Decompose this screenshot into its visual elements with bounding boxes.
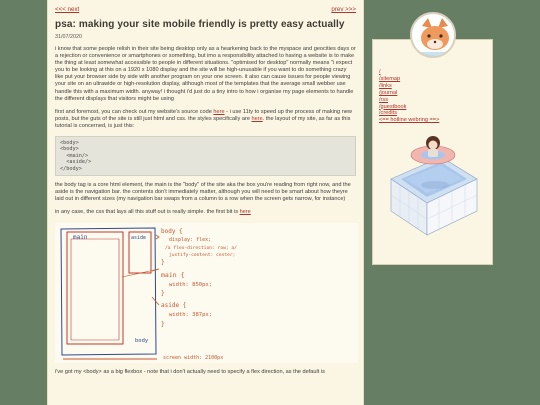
sketch-note-2: display: flex; xyxy=(169,237,212,244)
styles-link[interactable]: here xyxy=(251,115,263,122)
post-paragraph-4 xyxy=(55,209,356,216)
fox-eye-left xyxy=(427,34,430,37)
girl-face xyxy=(429,141,438,150)
sketch-note-12: screen width: 2100px xyxy=(163,355,224,362)
code-block: <body> <body> <main/> <aside/> </body> xyxy=(55,136,356,176)
sidebar xyxy=(372,39,493,265)
sketch-main-inner-box xyxy=(71,239,119,340)
sketch-main-box xyxy=(67,232,123,344)
sketch-note-6: main { xyxy=(161,271,185,280)
paragraph-text: first and foremost, you can check out my website's source code xyxy=(55,108,214,115)
post-paragraph-5: i've got my <body> as a big flexbox - note that i don't actually need to specify a flex direction, as the default is xyxy=(55,369,325,376)
css-link[interactable]: here xyxy=(239,209,251,216)
hotline-webring-link[interactable]: <== hotline webring ==> xyxy=(379,117,440,124)
sidebar-item-journal[interactable]: /journal xyxy=(379,89,398,96)
paragraph-text: in any case, the css that lays all this stuff out is really simple. the first bit is xyxy=(55,209,240,216)
post-title: psa: making your site mobile friendly is pretty easy actually xyxy=(55,19,345,30)
sketch-css-notes xyxy=(161,228,237,361)
post-date: 31/07/2020 xyxy=(55,34,82,40)
sidebar-item-sitemap[interactable]: /sitemap xyxy=(379,75,401,82)
paragraph-text: . the layout of my site, as far as this tutorial is concerned, is just this: xyxy=(55,115,351,129)
girl-body xyxy=(428,149,438,157)
sidebar-item-guestbook[interactable]: /guestbook xyxy=(379,103,407,110)
fox-avatar-icon[interactable] xyxy=(410,12,456,58)
sketch-body-box xyxy=(61,228,156,355)
post-paragraph-3: the body tag is a core html element, the main is the "body" of the site aka the box you're reading from right now, and the aside is the navigation bar. the contents don't immediately matter, although you will need to be smart about how theyre laid out in different sizes (my navigation bar swaps from a column to a row when the screen gets narrow, for instance) xyxy=(55,182,351,203)
post-pager xyxy=(55,6,356,13)
sketch-note-5: } xyxy=(161,259,165,267)
sidebar-item-credits[interactable]: /credits xyxy=(379,110,398,117)
fox-nose xyxy=(434,41,436,43)
float-shadow xyxy=(421,181,449,189)
sketch-main-label: main xyxy=(73,234,88,242)
next-link[interactable]: <<< next xyxy=(55,6,80,13)
sketch-note-9: aside { xyxy=(161,302,187,310)
sketch-drawing xyxy=(55,223,358,363)
sketch-arrow-1 xyxy=(156,235,159,239)
main-content xyxy=(47,0,364,405)
sidebar-item-home[interactable]: / xyxy=(379,69,381,75)
sketch-note-1: body { xyxy=(161,228,183,236)
sketch-note-10: width: 387px; xyxy=(169,312,213,319)
post-paragraph-1: i know that some people relish in their site being desktop only as a hearkening back to the myspace and geocities days or a rejection or convenience or smartphones or something, but imo a responsibility attached to having a website is to make the thing at least somewhat accessible to people in different situations. "optimised for desktop" normally means "i expect you to be looking at this on a 1920 x 1080 display and the site will be high-unusable if you want to do something crazy like put your browser side by side with another program on your one screen. it also can cause issues for people viewing your site on an ultrawide or high-resolution display, although most of the templates that the average small webber use handle this with a maximum width. anyway! i thought i'd just do a tiny intro to how i organise my page elements to handle the different displays that visitors might be using xyxy=(55,46,356,102)
fox-eye-right xyxy=(439,34,442,37)
sketch-note-11: } xyxy=(161,321,165,329)
sidebar-nav xyxy=(379,69,486,117)
sketch-note-4: justify-content: center; xyxy=(169,253,236,259)
sketch-note-3: /a flex-direction: row; a/ xyxy=(165,246,237,252)
sketch-body-label: body xyxy=(135,338,149,345)
source-code-link[interactable]: here xyxy=(213,108,225,115)
sketch-note-7: width: 850px; xyxy=(169,282,213,289)
pool-girl-illustration xyxy=(383,135,483,245)
sketch-arrow-3 xyxy=(122,269,159,277)
prev-link[interactable]: prev >>> xyxy=(331,6,356,13)
fox-muzzle xyxy=(427,39,443,49)
sketch-note-8: } xyxy=(161,290,165,298)
sidebar-item-rss[interactable]: /rss xyxy=(379,96,389,103)
layout-sketch-image xyxy=(55,223,358,363)
post-paragraph-2 xyxy=(55,109,356,130)
sketch-aside-label: aside xyxy=(131,235,147,242)
sidebar-item-links[interactable]: /links xyxy=(379,82,392,89)
paragraph-text: - i use 11ty to speed up the process of making new posts, but the guts of the site is still just html and css. the styles specifically are xyxy=(55,108,352,122)
